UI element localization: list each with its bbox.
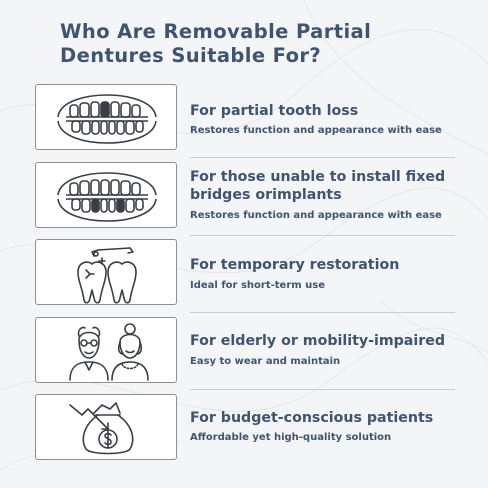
divider bbox=[190, 389, 455, 390]
item-title-line-1: For those unable to install fixed bbox=[190, 169, 446, 185]
money-bag-icon-box bbox=[35, 394, 177, 460]
money-bag-icon bbox=[36, 395, 178, 461]
dentures-bridge-icon-box bbox=[35, 162, 177, 228]
item-title: For partial tooth loss bbox=[190, 103, 359, 119]
divider bbox=[190, 157, 455, 158]
item-subtitle: Restores function and appearance with ease bbox=[190, 210, 442, 221]
item-title-line-2: bridges orimplants bbox=[190, 187, 342, 203]
elderly-couple-icon-box bbox=[35, 317, 177, 383]
page-title-line-2: Dentures Suitable For? bbox=[60, 44, 322, 67]
tooth-treatment-icon bbox=[36, 240, 178, 306]
dentures-bridge-icon bbox=[36, 163, 178, 229]
item-subtitle: Restores function and appearance with ease bbox=[190, 125, 442, 136]
divider bbox=[190, 312, 455, 313]
partial-tooth-loss-icon-box bbox=[35, 84, 177, 150]
tooth-treatment-icon-box bbox=[35, 239, 177, 305]
item-title: For temporary restoration bbox=[190, 257, 400, 273]
item-subtitle: Affordable yet high-quality solution bbox=[190, 432, 392, 443]
item-title: For elderly or mobility-impaired bbox=[190, 333, 446, 349]
page-title bbox=[60, 20, 460, 68]
item-subtitle: Ideal for short-term use bbox=[190, 280, 326, 291]
item-title: For budget-conscious patients bbox=[190, 410, 434, 426]
item-subtitle: Easy to wear and maintain bbox=[190, 356, 341, 367]
elderly-couple-icon bbox=[36, 318, 178, 384]
divider bbox=[190, 235, 455, 236]
partial-tooth-loss-icon bbox=[36, 85, 178, 151]
item-title bbox=[190, 168, 480, 204]
page-title-line-1: Who Are Removable Partial bbox=[60, 20, 372, 43]
